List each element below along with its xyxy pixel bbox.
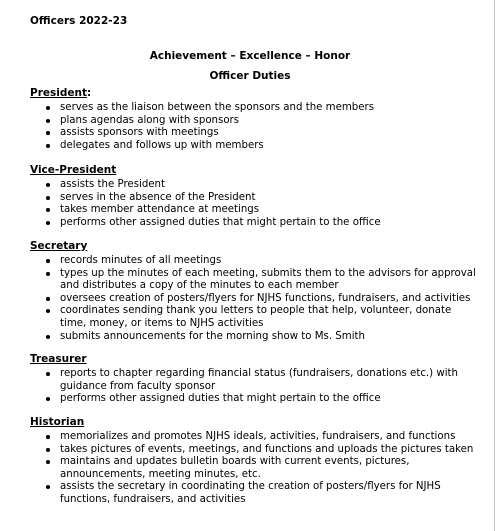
heading-treasurer: Treasurer: [30, 353, 87, 365]
section-heading: [30, 416, 480, 429]
duty-list: [30, 431, 480, 507]
list-item: records minutes of all meetings: [42, 255, 480, 268]
motto-heading: Achievement – Excellence – Honor: [149, 50, 351, 62]
heading-historian: Historian: [30, 416, 85, 428]
duty-list: [30, 179, 480, 229]
list-item: types up the minutes of each meeting, submits them to the advisors for approval and distributes a copy of the minutes to each member: [42, 268, 480, 293]
section-historian: [30, 416, 480, 507]
heading-suffix: :: [86, 87, 92, 99]
list-item: takes member attendance at meetings: [42, 204, 480, 217]
list-item: plans agendas along with sponsors: [42, 115, 480, 128]
section-heading: [30, 164, 480, 177]
duty-list: [30, 255, 480, 343]
list-item: coordinates sending thank you letters to people that help, volunteer, donate time, money, or items to NJHS activities: [42, 305, 480, 330]
section-heading: [30, 353, 480, 366]
duty-list: [30, 102, 480, 152]
list-item: performs other assigned duties that might pertain to the office: [42, 217, 480, 230]
officer-duties-heading: Officer Duties: [209, 70, 291, 82]
section-president: [30, 87, 480, 152]
section-treasurer: [30, 353, 480, 406]
list-item: maintains and updates bulletin boards with current events, pictures, announcements, meeting minutes, etc.: [42, 456, 480, 481]
section-secretary: [30, 240, 480, 343]
list-item: serves in the absence of the President: [42, 192, 480, 205]
list-item: oversees creation of posters/flyers for NJHS functions, fundraisers, and activities: [42, 293, 480, 306]
page-edge-divider: [494, 0, 495, 531]
list-item: assists sponsors with meetings: [42, 127, 480, 140]
list-item: serves as the liaison between the sponsors and the members: [42, 102, 480, 115]
section-vice-president: [30, 164, 480, 229]
section-heading: [30, 240, 480, 253]
list-item: takes pictures of events, meetings, and functions and uploads the pictures taken: [42, 444, 480, 457]
list-item: assists the secretary in coordinating the creation of posters/flyers for NJHS functions, fundraisers, and activities: [42, 481, 480, 506]
list-item: assists the President: [42, 179, 480, 192]
heading-president: President: [30, 87, 87, 99]
duty-list: [30, 368, 480, 406]
heading-secretary: Secretary: [30, 240, 88, 252]
document-title: Officers 2022-23: [30, 15, 128, 27]
list-item: delegates and follows up with members: [42, 140, 480, 153]
list-item: performs other assigned duties that might pertain to the office: [42, 393, 480, 406]
list-item: reports to chapter regarding financial status (fundraisers, donations etc.) with guidance from faculty sponsor: [42, 368, 480, 393]
section-heading: [30, 87, 480, 100]
heading-vice-president: Vice-President: [30, 164, 117, 176]
list-item: submits announcements for the morning show to Ms. Smith: [42, 331, 480, 344]
list-item: memorializes and promotes NJHS ideals, activities, fundraisers, and functions: [42, 431, 480, 444]
